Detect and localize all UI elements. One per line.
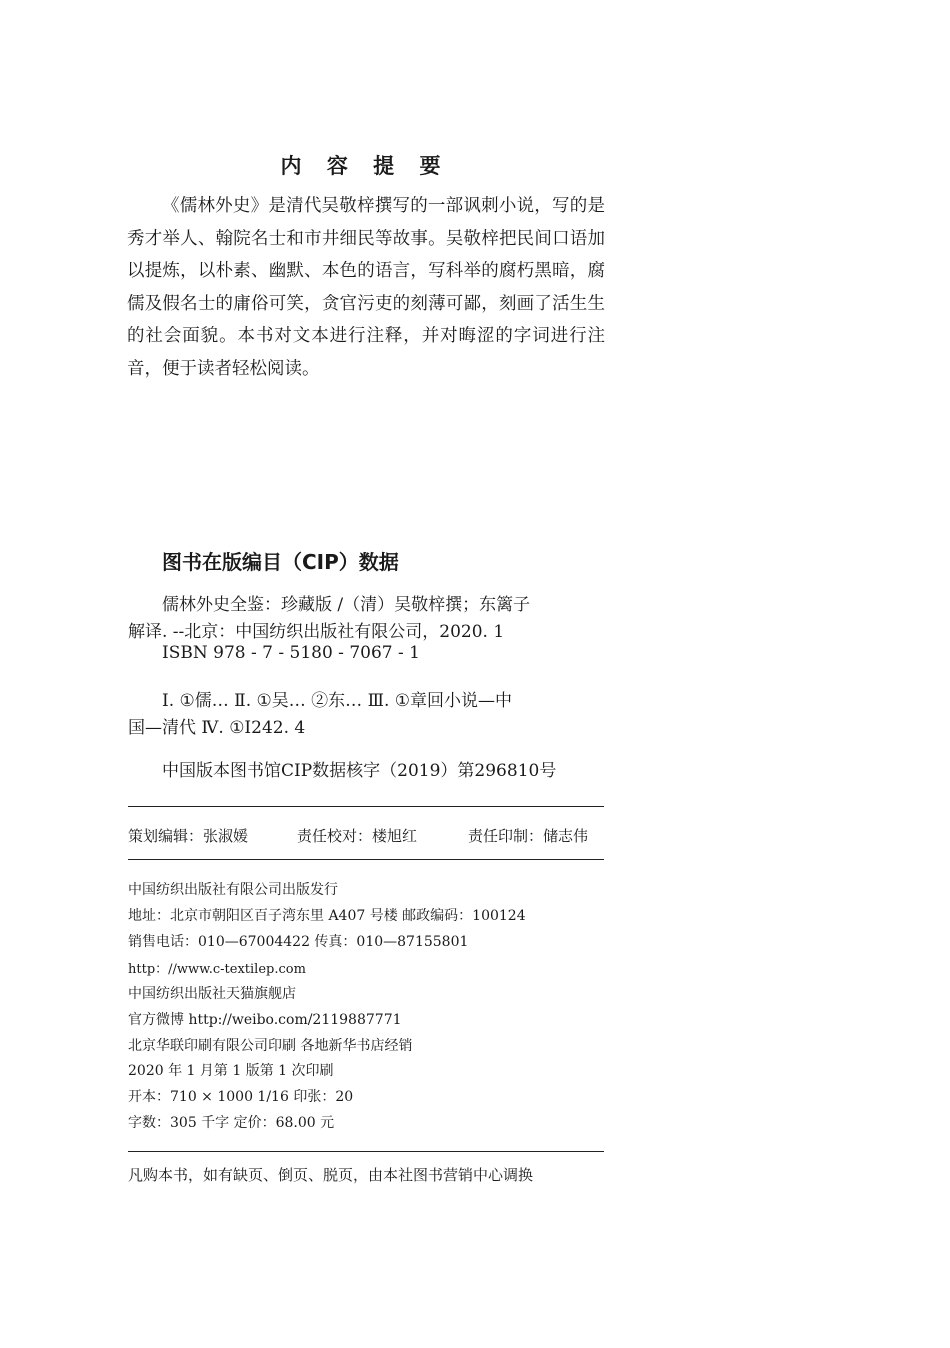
divider-top [128,806,604,807]
phone-fax: 销售电话：010—67004422 传真：010—87155801 [128,934,469,950]
cip-record-number: 中国版本图书馆CIP数据核字（2019）第296810号 [162,761,557,781]
cip-classification-1: Ⅰ. ①儒… Ⅱ. ①吴… ②东… Ⅲ. ①章回小说—中 [162,691,513,711]
words-price: 字数：305 千字 定价：68.00 元 [128,1115,335,1131]
website: http：//www.c-textilep.com [128,962,306,977]
publisher: 中国纺织出版社有限公司出版发行 [128,882,338,898]
format: 开本：710 × 1000 1/16 印张：20 [128,1089,354,1105]
cip-classification-2: 国—清代 Ⅳ. ①I242. 4 [128,718,306,738]
cip-line-1: 儒林外史全鉴：珍藏版 /（清）吴敬梓撰；东篱子 [162,595,531,615]
summary-title: 内 容 提 要 [280,154,450,178]
cip-isbn: ISBN 978 - 7 - 5180 - 7067 - 1 [162,643,420,663]
divider-middle [128,859,604,860]
tmall-store: 中国纺织出版社天猫旗舰店 [128,986,296,1002]
printer: 北京华联印刷有限公司印刷 各地新华书店经销 [128,1038,413,1054]
proofreader: 责任校对：楼旭红 [297,827,418,845]
edition: 2020 年 1 月第 1 版第 1 次印刷 [128,1063,334,1079]
summary-paragraph: 《儒林外史》是清代吴敬梓撰写的一部讽刺小说，写的是秀才举人、翰院名士和市井细民等故事。吴敬梓把民间口语加以提炼，以朴素、幽默、本色的语言，写科举的腐朽黑暗，腐儒及假名士的庸俗可笑，贪官污吏的刻薄可鄙，刻画了活生生的社会面貌。本书对文本进行注释，并对晦涩的字词进行注音，便于读者轻松阅读。 [127,196,605,379]
planning-editor: 策划编辑：张淑媛 [128,827,249,845]
divider-bottom [128,1151,604,1152]
cip-line-2: 解译. --北京：中国纺织出版社有限公司，2020. 1 [128,622,505,642]
weibo: 官方微博 http://weibo.com/2119887771 [128,1012,402,1028]
address: 地址：北京市朝阳区百子湾东里 A407 号楼 邮政编码：100124 [128,908,526,924]
replacement-notice: 凡购本书，如有缺页、倒页、脱页，由本社图书营销中心调换 [128,1166,534,1184]
print-supervisor: 责任印制：储志伟 [468,827,589,845]
cip-title: 图书在版编目（CIP）数据 [162,550,399,574]
